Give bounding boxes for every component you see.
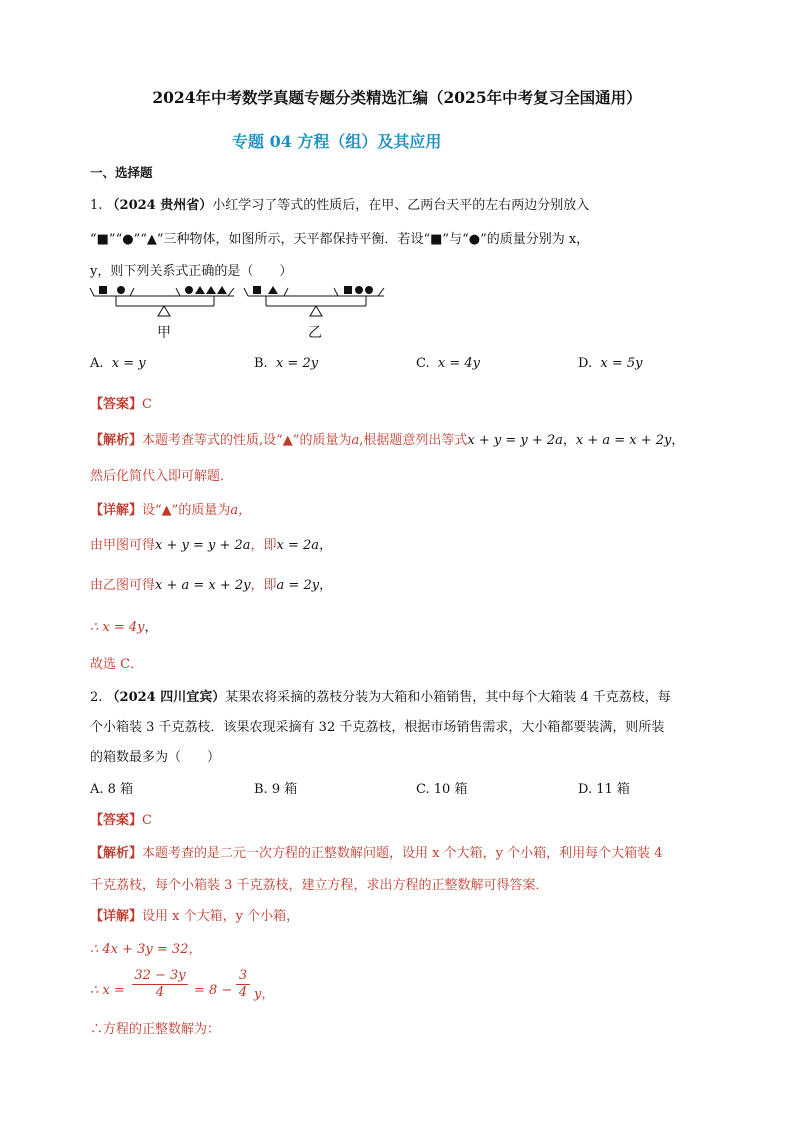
- q1-conclusion: 故选 C．: [90, 657, 144, 672]
- q2-stem-2: 个小箱装 3 千克荔枝．该果农现采摘有 32 千克荔枝，根据市场销售需求，大小箱都要装满，则所装: [90, 720, 665, 735]
- q1-step-1: 由甲图可得x + y = y + 2a，即x = 2a，: [90, 538, 333, 553]
- circle-shape: [185, 286, 193, 294]
- figure-label-yi: 乙: [308, 325, 322, 341]
- fraction: 3 4: [236, 968, 250, 1000]
- q1-option-a: A. x = y: [90, 356, 146, 371]
- q2-analysis-2: 千克荔枝，每个小箱装 3 千克荔枝，建立方程，求出方程的正整数解可得答案．: [90, 878, 549, 893]
- q2-option-b: B. 9 箱: [254, 782, 298, 797]
- q1-stem-1: 小红学习了等式的性质后，在甲、乙两台天平的左右两边分别放入: [212, 198, 590, 213]
- q2-option-d: D. 11 箱: [578, 782, 630, 797]
- q1-step-3: ∴ x = 4y，: [90, 620, 158, 635]
- fraction: 32 − 3y 4: [132, 968, 188, 1000]
- q1-number: 1.: [90, 198, 103, 213]
- circle-shape: [365, 286, 373, 294]
- q1-stem-3: y，则下列关系式正确的是（ ）: [90, 264, 293, 279]
- q1-step-2: 由乙图可得x + a = x + 2y，即a = 2y，: [90, 578, 333, 593]
- q1-answer: 【答案】C: [90, 397, 152, 412]
- q2-answer: 【答案】C: [90, 813, 152, 828]
- square-shape: [99, 286, 107, 294]
- q1-detail: 【详解】设“▲”的质量为a，: [90, 503, 252, 518]
- topic-subtitle: 专题 04 方程（组）及其应用: [232, 132, 442, 151]
- q2-line1: [90, 686, 671, 705]
- triangle-shape: [195, 286, 205, 294]
- balance-yi: [244, 288, 384, 316]
- triangle-shape: [217, 286, 227, 294]
- q2-option-c: C. 10 箱: [416, 782, 468, 797]
- q2-option-a: A. 8 箱: [90, 782, 134, 797]
- q2-number: 2.: [90, 690, 103, 705]
- triangle-shape: [206, 286, 216, 294]
- square-shape: [344, 286, 352, 294]
- triangle-shape: [268, 286, 278, 294]
- circle-shape: [117, 286, 125, 294]
- q2-eq-1: ∴ 4x + 3y = 32，: [90, 942, 202, 957]
- circle-shape: [355, 286, 363, 294]
- q1-analysis-2: 然后化简代入即可解题．: [90, 469, 234, 484]
- q2-stem-1: 某果农将采摘的荔枝分装为大箱和小箱销售，其中每个大箱装 4 千克荔枝，每: [225, 690, 671, 705]
- square-shape: [253, 286, 261, 294]
- figure-label-jia: 甲: [157, 325, 171, 341]
- q1-stem-2: “■”“●”“▲”三种物体，如图所示，天平都保持平衡．若设“■”与“●”的质量分别为 x，: [90, 232, 590, 247]
- q1-source: （2024 贵州省）: [106, 198, 213, 213]
- q2-detail: 【详解】设用 x 个大箱，y 个小箱，: [90, 909, 300, 924]
- q2-eq-3: ∴方程的正整数解为：: [90, 1022, 221, 1037]
- q1-option-d: D. x = 5y: [578, 356, 643, 371]
- q1-analysis: 【解析】本题考查等式的性质,设“▲”的质量为a,根据题意列出等式x + y = y + 2a，x + a = x + 2y，: [90, 433, 685, 448]
- page-title: 2024年中考数学真题专题分类精选汇编（2025年中考复习全国通用）: [152, 88, 642, 107]
- q2-stem-3: 的箱数最多为（ ）: [90, 750, 221, 765]
- q2-source: （2024 四川宜宾）: [106, 690, 226, 705]
- q1-option-b: B. x = 2y: [254, 356, 319, 371]
- section-heading: 一、选择题: [90, 165, 153, 180]
- q1-option-c: C. x = 4y: [416, 356, 480, 371]
- q2-analysis: 【解析】本题考查的是二元一次方程的正整数解问题，设用 x 个大箱，y 个小箱，利用每个大箱装 4: [90, 846, 663, 861]
